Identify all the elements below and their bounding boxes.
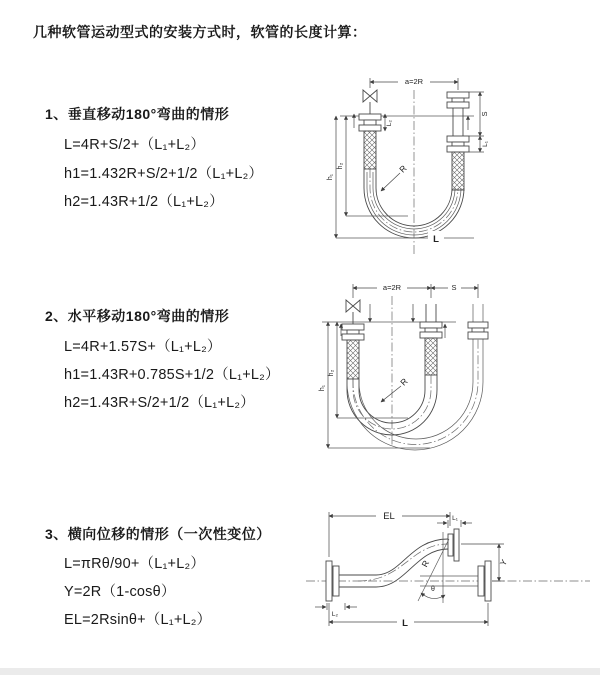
l1-label: L₁ — [482, 141, 489, 147]
section-3-formula-Y: Y=2R（1-cosθ） — [64, 584, 176, 600]
flange — [342, 334, 364, 340]
y-label: Y — [497, 557, 510, 568]
page-title: 几种软管运动型式的安装方式时，软管的长度计算： — [33, 24, 367, 40]
diagram-lateral-displacement — [298, 502, 600, 642]
l2-label: L₂ — [331, 611, 339, 618]
dimension-span — [370, 76, 458, 90]
flange — [468, 332, 488, 339]
page-bottom-edge — [0, 668, 600, 675]
hose-bend-moved — [347, 339, 483, 450]
dimension-s — [469, 92, 489, 136]
radius-callout — [381, 163, 409, 191]
valve-icon — [363, 90, 377, 114]
dimension-h2 — [328, 322, 408, 418]
dimension-l1 — [469, 136, 489, 152]
section-2-formula-L: L=4R+1.57S+（L₁+L₂） — [64, 339, 222, 355]
diagram-horizontal-180-bend — [308, 278, 590, 458]
flange — [447, 92, 469, 98]
right-fitting-moved — [468, 304, 488, 339]
l-label: L — [402, 618, 408, 629]
flange — [485, 561, 491, 601]
dimension-h1 — [319, 322, 430, 448]
span-label: a=2R — [382, 283, 402, 292]
braid-section — [452, 152, 464, 190]
braid-section — [364, 131, 376, 169]
flange — [326, 561, 332, 601]
right-fitting — [447, 92, 469, 190]
flange — [359, 125, 381, 131]
section-1-formula-L: L=4R+S/2+（L₁+L₂） — [64, 137, 206, 153]
section-3-formula-EL: EL=2Rsinθ+（L₁+L₂） — [64, 612, 212, 628]
theta-label: θ — [431, 586, 435, 593]
section-1-heading: 1、垂直移动180°弯曲的情形 — [45, 106, 230, 122]
radius-callout — [381, 376, 410, 402]
h1-label: h₁ — [319, 384, 326, 392]
flange — [447, 146, 469, 152]
left-fitting — [359, 90, 381, 169]
flange — [420, 322, 442, 328]
dimension-h1 — [327, 116, 336, 238]
el-label: EL — [383, 511, 395, 522]
braid-section — [425, 338, 437, 375]
dimension-l — [336, 231, 474, 245]
s-label: S — [480, 111, 489, 117]
flange — [454, 529, 459, 561]
dimension-l1 — [437, 515, 472, 528]
section-1-formula-h1: h1=1.432R+S/2+1/2（L₁+L₂） — [64, 166, 264, 182]
flange — [342, 324, 364, 330]
h1-label: h₁ — [327, 173, 334, 181]
flange — [447, 136, 469, 142]
section-3-heading: 3、横向位移的情形（一次性变位） — [45, 526, 271, 542]
section-2-heading: 2、水平移动180°弯曲的情形 — [45, 308, 230, 324]
section-1-formula-h2: h2=1.43R+1/2（L₁+L₂） — [64, 194, 224, 210]
r-label: R — [397, 163, 409, 175]
flange — [447, 102, 469, 108]
left-fitting — [342, 300, 364, 379]
dimension-el — [329, 508, 450, 557]
dimension-l2 — [315, 603, 357, 618]
dimension-l2 — [385, 114, 393, 131]
braid-section — [347, 340, 359, 379]
flange — [359, 114, 381, 120]
l2-label: L₂ — [386, 119, 393, 127]
h2-label: h₂ — [337, 162, 344, 170]
r-label: R — [419, 558, 432, 569]
flange — [468, 322, 488, 328]
span-label: a=2R — [404, 77, 424, 86]
hose-s-curve — [358, 539, 448, 587]
diagram-vertical-180-bend — [312, 70, 584, 260]
flange — [420, 332, 442, 338]
h2-label: h₂ — [328, 369, 335, 377]
l-label: L — [433, 234, 439, 245]
section-2-formula-h1: h1=1.43R+0.785S+1/2（L₁+L₂） — [64, 367, 280, 383]
s-label: S — [451, 283, 457, 292]
section-3-formula-L: L=πRθ/90+（L₁+L₂） — [64, 556, 206, 572]
r-label: R — [398, 376, 410, 388]
valve-icon — [346, 300, 360, 324]
upper-fitting-displaced — [448, 529, 459, 561]
section-2-formula-h2: h2=1.43R+S/2+1/2（L₁+L₂） — [64, 395, 255, 411]
l1-label: L₁ — [452, 515, 458, 522]
dimension-s — [431, 282, 478, 292]
middle-fitting — [420, 304, 442, 375]
